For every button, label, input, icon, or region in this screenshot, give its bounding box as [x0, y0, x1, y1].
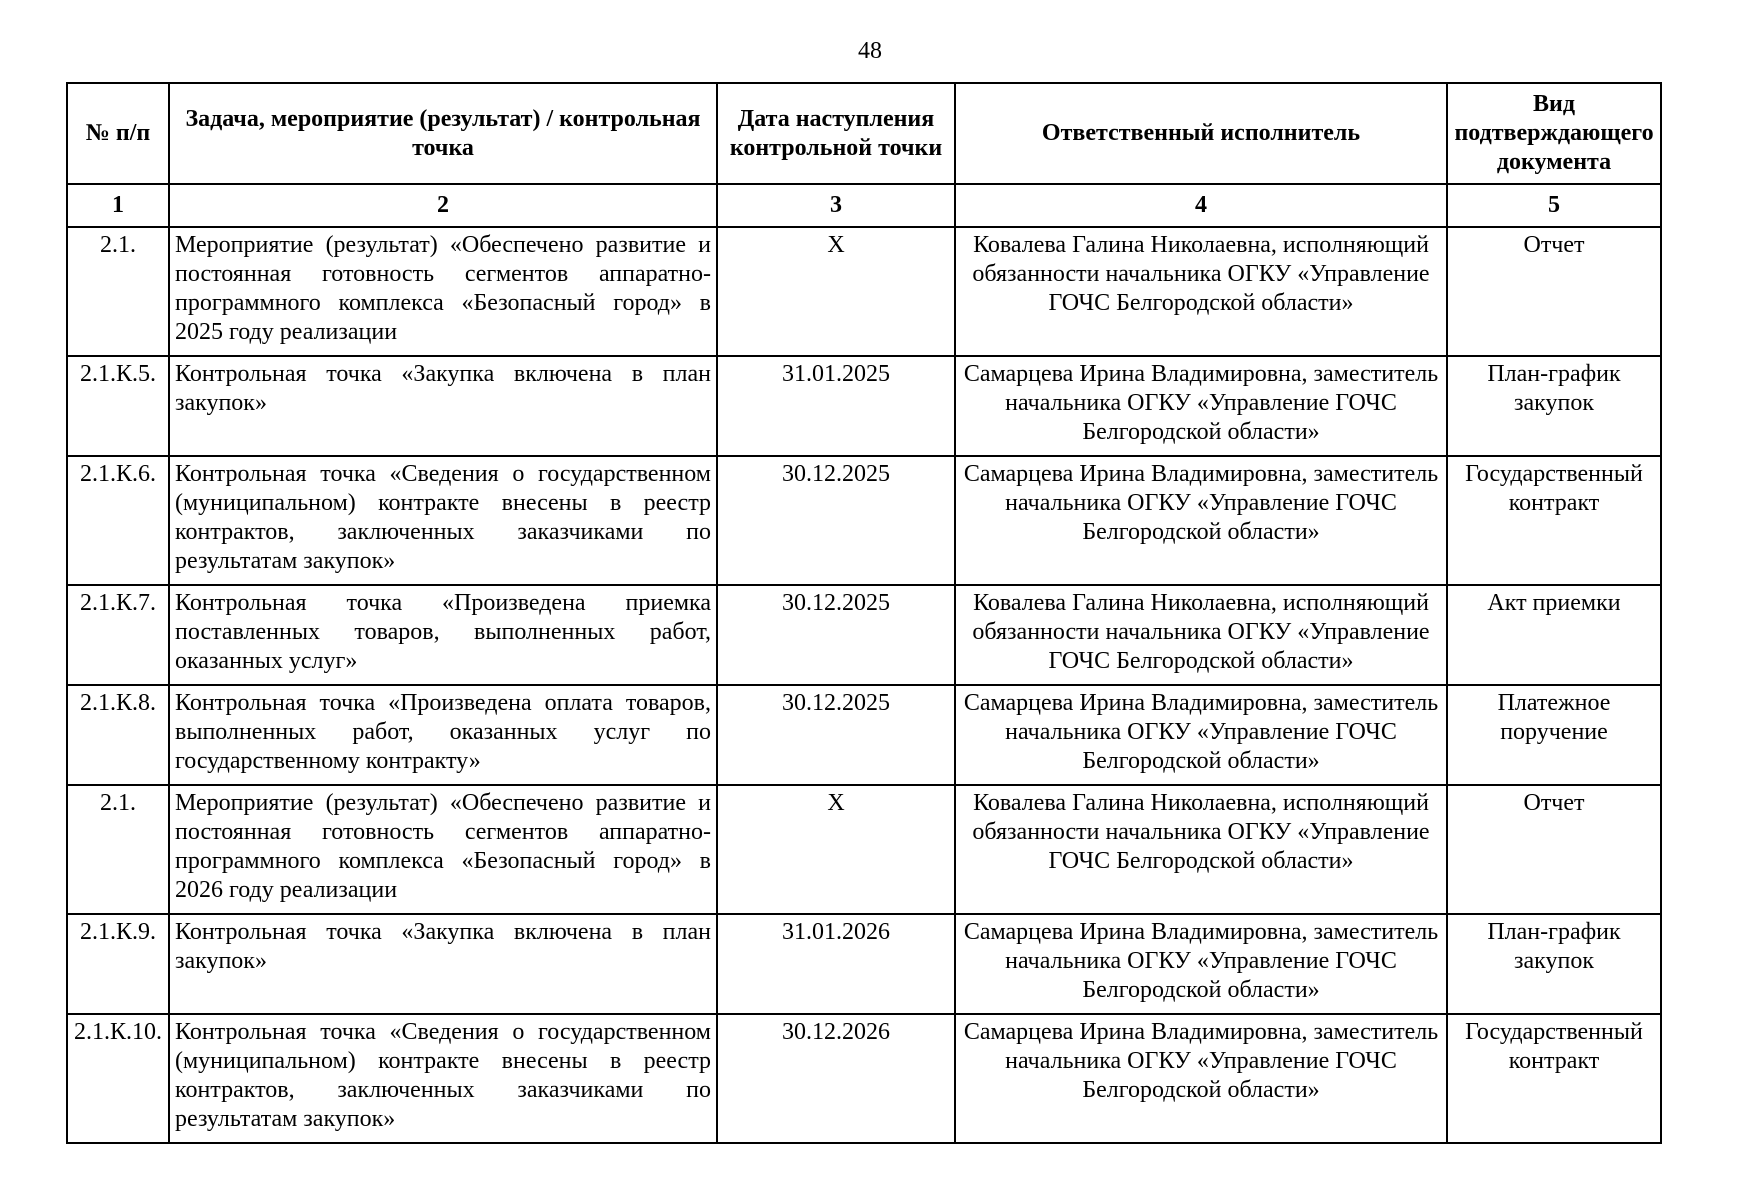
row-number: 2.1.К.10. — [67, 1014, 169, 1143]
table-row — [67, 356, 1661, 456]
row-document: Платежное поручение — [1447, 685, 1661, 785]
row-document: План-график закупок — [1447, 356, 1661, 456]
row-responsible: Самарцева Ирина Владимировна, заместитель начальника ОГКУ «Управление ГОЧС Белгородской области» — [955, 685, 1447, 785]
row-date: 30.12.2025 — [717, 685, 955, 785]
column-number: 3 — [717, 184, 955, 227]
row-date: 30.12.2025 — [717, 456, 955, 585]
column-number: 2 — [169, 184, 717, 227]
row-number: 2.1.К.7. — [67, 585, 169, 685]
row-task: Контрольная точка «Произведена оплата товаров, выполненных работ, оказанных услуг по государственному контракту» — [169, 685, 717, 785]
row-task: Контрольная точка «Закупка включена в план закупок» — [169, 356, 717, 456]
row-task: Мероприятие (результат) «Обеспечено развитие и постоянная готовность сегментов аппаратно-программного комплекса «Безопасный город» в 2025 году реализации — [169, 227, 717, 356]
row-document: Отчет — [1447, 227, 1661, 356]
row-date: Х — [717, 227, 955, 356]
header-num: № п/п — [67, 83, 169, 184]
row-task: Контрольная точка «Сведения о государственном (муниципальном) контракте внесены в реестр контрактов, заключенных заказчиками по результатам закупок» — [169, 456, 717, 585]
table-row — [67, 585, 1661, 685]
row-responsible: Ковалева Галина Николаевна, исполняющий обязанности начальника ОГКУ «Управление ГОЧС Белгородской области» — [955, 227, 1447, 356]
row-date: 31.01.2025 — [717, 356, 955, 456]
row-task: Контрольная точка «Произведена приемка поставленных товаров, выполненных работ, оказанных услуг» — [169, 585, 717, 685]
row-date: 30.12.2025 — [717, 585, 955, 685]
row-number: 2.1.К.5. — [67, 356, 169, 456]
row-number: 2.1. — [67, 785, 169, 914]
column-number: 4 — [955, 184, 1447, 227]
control-points-table — [66, 82, 1662, 1144]
row-document: Государственный контракт — [1447, 456, 1661, 585]
row-responsible: Ковалева Галина Николаевна, исполняющий обязанности начальника ОГКУ «Управление ГОЧС Белгородской области» — [955, 585, 1447, 685]
row-document: Отчет — [1447, 785, 1661, 914]
row-number: 2.1.К.9. — [67, 914, 169, 1014]
table-row — [67, 685, 1661, 785]
table-row — [67, 227, 1661, 356]
row-document: План-график закупок — [1447, 914, 1661, 1014]
row-number: 2.1.К.6. — [67, 456, 169, 585]
column-number: 5 — [1447, 184, 1661, 227]
row-task: Мероприятие (результат) «Обеспечено развитие и постоянная готовность сегментов аппаратно-программного комплекса «Безопасный город» в 2026 году реализации — [169, 785, 717, 914]
row-responsible: Самарцева Ирина Владимировна, заместитель начальника ОГКУ «Управление ГОЧС Белгородской области» — [955, 456, 1447, 585]
column-number: 1 — [67, 184, 169, 227]
table-row — [67, 914, 1661, 1014]
row-responsible: Самарцева Ирина Владимировна, заместитель начальника ОГКУ «Управление ГОЧС Белгородской области» — [955, 1014, 1447, 1143]
table-row — [67, 456, 1661, 585]
header-date: Дата наступления контрольной точки — [717, 83, 955, 184]
row-date: Х — [717, 785, 955, 914]
table-row — [67, 785, 1661, 914]
row-task: Контрольная точка «Сведения о государственном (муниципальном) контракте внесены в реестр контрактов, заключенных заказчиками по результатам закупок» — [169, 1014, 717, 1143]
header-task: Задача, мероприятие (результат) / контрольная точка — [169, 83, 717, 184]
row-responsible: Самарцева Ирина Владимировна, заместитель начальника ОГКУ «Управление ГОЧС Белгородской области» — [955, 356, 1447, 456]
row-number: 2.1.К.8. — [67, 685, 169, 785]
row-responsible: Ковалева Галина Николаевна, исполняющий обязанности начальника ОГКУ «Управление ГОЧС Белгородской области» — [955, 785, 1447, 914]
page-number: 48 — [858, 38, 882, 64]
header-doc: Вид подтверждающего документа — [1447, 83, 1661, 184]
row-number: 2.1. — [67, 227, 169, 356]
row-document: Государственный контракт — [1447, 1014, 1661, 1143]
row-task: Контрольная точка «Закупка включена в план закупок» — [169, 914, 717, 1014]
header-responsible: Ответственный исполнитель — [955, 83, 1447, 184]
row-responsible: Самарцева Ирина Владимировна, заместитель начальника ОГКУ «Управление ГОЧС Белгородской области» — [955, 914, 1447, 1014]
row-date: 30.12.2026 — [717, 1014, 955, 1143]
row-document: Акт приемки — [1447, 585, 1661, 685]
table-row — [67, 1014, 1661, 1143]
column-number-row — [67, 184, 1661, 227]
table-header-row — [67, 83, 1661, 184]
row-date: 31.01.2026 — [717, 914, 955, 1014]
